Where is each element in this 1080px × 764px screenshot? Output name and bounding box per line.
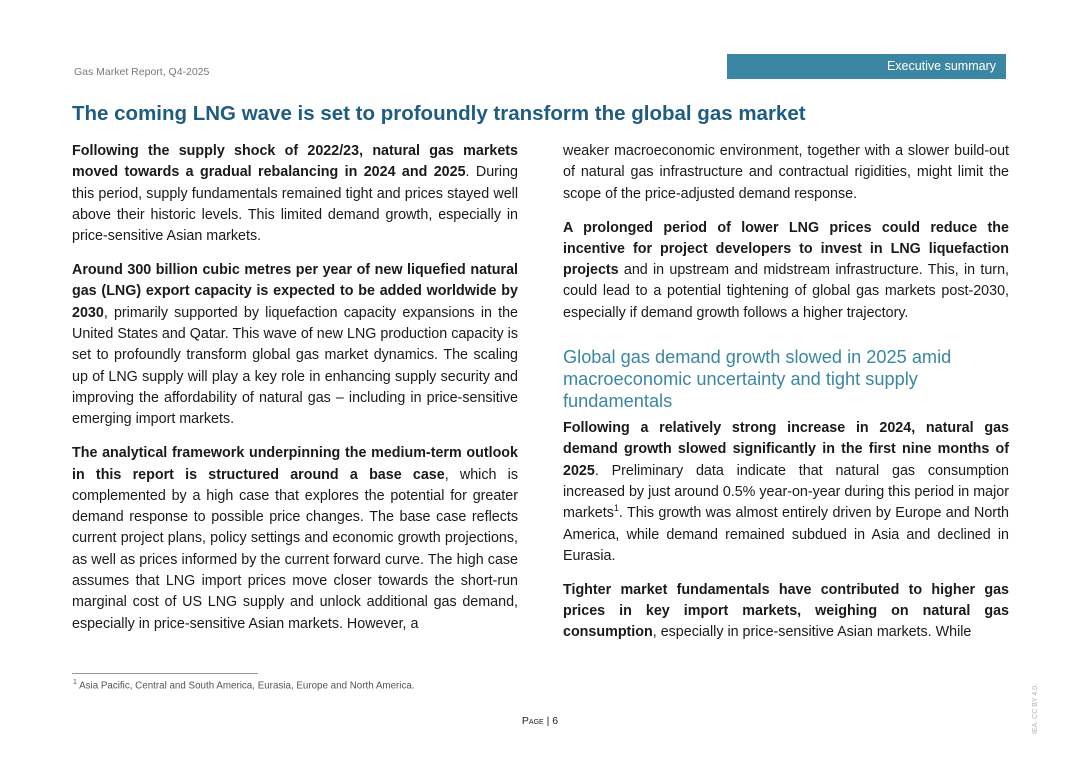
- page-number: Page | 6: [521, 715, 559, 727]
- paragraph: Following a relatively strong increase in 2024, natural gas demand growth slowed significantly in the first nine months of 2025. Preliminary data indicate that natural gas consumption increased by just around 0.5% year-on-year during this period in major markets$^1$. This growth was almost entirely driven by Europe and North America, while demand remained subdued in Asia and declined in Eurasia.: [563, 420, 1009, 564]
- paragraph: The analytical framework underpinning the medium-term outlook in this report is structured around a base case, which is complemented by a high case that explores the potential for greater demand response to possible price changes. The base case reflects current project plans, policy settings and economic growth projections, as well as prices informed by the current forward curve. The high case assumes that LNG import prices move closer towards the short-run marginal cost of US LNG supply and unlock additional gas demand, especially in price-sensitive Asian markets. However, a: [72, 445, 518, 632]
- section-tab: Executive summary: [727, 54, 1006, 79]
- report-name: Gas Market Report, Q4-2025: [74, 66, 210, 78]
- paragraph: Tighter market fundamentals have contributed to higher gas prices in key import markets, weighing on natural gas consumption, especially in price-sensitive Asian markets. While: [563, 581, 1009, 641]
- footnote-reference[interactable]: 1: [613, 503, 619, 514]
- footnote: $^1$ Asia Pacific, Central and South America, Eurasia, Europe and North America.: [73, 679, 415, 692]
- paragraph: Following the supply shock of 2022/23, natural gas markets moved towards a gradual rebalancing in 2024 and 2025. During this period, supply fundamentals remained tight and prices stayed well above their historic levels. This limited demand growth, especially in price-sensitive Asian markets.: [72, 143, 519, 245]
- left-column: [72, 141, 518, 648]
- page-title: The coming LNG wave is set to profoundly transform the global gas market: [72, 102, 806, 125]
- paragraph: Around 300 billion cubic metres per year of new liquefied natural gas (LNG) export capacity is expected to be added worldwide by 2030, primarily supported by liquefaction capacity expansions in the United States and Qatar. This wave of new LNG production capacity is set to profoundly transform global gas market dynamics. The scaling up of LNG supply will play a key role in enhancing supply security and improving the affordability of natural gas – including in price-sensitive emerging import markets.: [72, 262, 518, 428]
- license-notice: IEA. CC BY 4.0.: [1032, 683, 1039, 734]
- right-column: [563, 141, 1009, 656]
- footnote-divider: [72, 673, 258, 674]
- paragraph: weaker macroeconomic environment, together with a slower build-out of natural gas infrastructure and contractual rigidities, might limit the scope of the price-adjusted demand response.: [563, 143, 1009, 202]
- page-label: Page: [521, 715, 544, 727]
- footnote-marker: 1: [73, 679, 77, 686]
- section-subheading: Global gas demand growth slowed in 2025 amid macroeconomic uncertainty and tight supply fundamentals: [563, 347, 952, 412]
- paragraph: A prolonged period of lower LNG prices could reduce the incentive for project developers to invest in LNG liquefaction projects and in upstream and midstream infrastructure. This, in turn, could lead to a potential tightening of global gas markets post-2030, especially if demand growth follows a higher trajectory.: [563, 219, 1009, 321]
